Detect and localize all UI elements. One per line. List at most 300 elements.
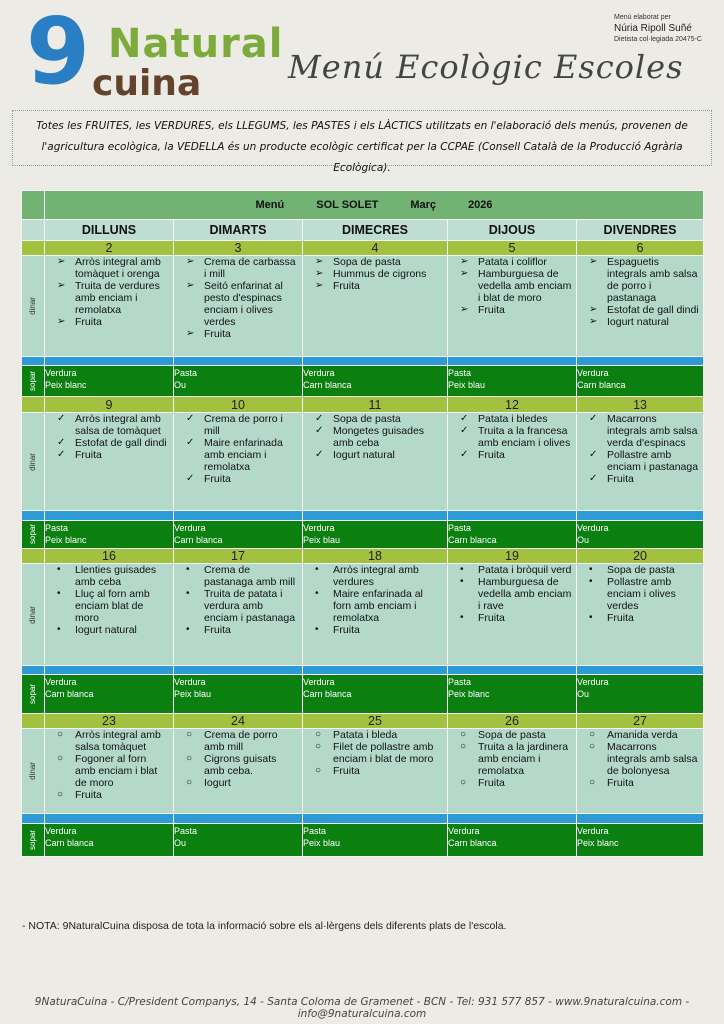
- dish-item: [307, 280, 443, 292]
- dish-item: [178, 777, 298, 789]
- dish-name: Sopa de pasta: [333, 256, 401, 269]
- dish-name: Arròs integral amb salsa de tomàquet: [75, 412, 161, 437]
- dish-item: [49, 449, 169, 461]
- bullet-icon: ○: [57, 789, 64, 801]
- bullet-icon: ➢: [315, 256, 324, 268]
- separator-cell: [22, 814, 45, 823]
- dish-item: [178, 729, 298, 753]
- dish-name: Fruita: [204, 624, 231, 637]
- dinar-row: [22, 256, 704, 357]
- bullet-icon: •: [589, 576, 593, 588]
- dish-name: Arròs integral amb verdures: [333, 564, 419, 589]
- logo-nine: 9: [26, 0, 91, 105]
- sopar-cell: [45, 520, 174, 548]
- bullet-icon: ➢: [57, 256, 66, 268]
- bullet-icon: ○: [460, 741, 467, 753]
- sopar-cell: [448, 823, 577, 856]
- day-number: 2: [45, 240, 174, 256]
- dish-item: [452, 268, 572, 304]
- dish-item: [49, 789, 169, 801]
- dish-name: Fruita: [607, 472, 634, 485]
- sopar-item: Peix blau: [174, 689, 212, 700]
- bullet-icon: ➢: [315, 280, 324, 292]
- dish-item: [49, 280, 169, 316]
- dish-item: [452, 564, 572, 576]
- sopar-item: Verdura: [448, 825, 480, 836]
- day-numbers-row: [22, 548, 704, 564]
- sopar-item: Ou: [577, 689, 590, 700]
- bullet-icon: ✓: [57, 448, 66, 460]
- separator-cell: [577, 511, 704, 520]
- sopar-item: Verdura: [577, 522, 609, 533]
- menu-year: 2026: [468, 199, 493, 212]
- dinar-cell: [174, 412, 303, 511]
- day-number: 23: [45, 713, 174, 729]
- bullet-icon: ➢: [460, 268, 469, 280]
- bullet-icon: •: [460, 564, 464, 576]
- separator-cell: [45, 666, 174, 675]
- menu-header: [45, 191, 704, 220]
- dish-name: Fruita: [333, 280, 360, 293]
- sopar-label: sopar: [28, 524, 37, 545]
- dish-item: [452, 425, 572, 449]
- dish-name: Iogurt natural: [607, 316, 669, 329]
- dish-item: [581, 304, 699, 316]
- bullet-icon: •: [57, 564, 61, 576]
- sopar-cell: [303, 366, 448, 397]
- sopar-cell: [303, 520, 448, 548]
- separator-cell: [22, 666, 45, 675]
- sopar-item: Verdura: [174, 677, 206, 688]
- bullet-icon: ➢: [460, 256, 469, 268]
- sopar-item: Verdura: [577, 677, 609, 688]
- bullet-icon: ✓: [315, 448, 324, 460]
- day-number: 10: [174, 397, 303, 413]
- bullet-icon: ✓: [589, 448, 598, 460]
- day-number: 18: [303, 548, 448, 564]
- dinar-row: [22, 412, 704, 511]
- bullet-icon: ○: [589, 741, 596, 753]
- sopar-label-cell: [22, 675, 45, 713]
- dinar-cell: [303, 256, 448, 357]
- bullet-icon: ✓: [186, 472, 195, 484]
- dish-name: Estofat de gall dindi: [75, 436, 167, 449]
- sopar-label-cell: [22, 366, 45, 397]
- dish-name: Arròs integral amb salsa tomàquet: [75, 729, 161, 754]
- sopar-item: Carn blanca: [174, 534, 223, 545]
- menu-month: Març: [410, 199, 437, 212]
- bullet-icon: ○: [186, 777, 193, 789]
- day-number: 13: [577, 397, 704, 413]
- dinar-cell: [45, 729, 174, 814]
- dish-item: [581, 612, 699, 624]
- sopar-item: Carn blanca: [303, 380, 352, 391]
- bullet-icon: ✓: [315, 424, 324, 436]
- dish-item: [452, 612, 572, 624]
- dish-name: Mongetes guisades amb ceba: [333, 424, 425, 449]
- dish-item: [581, 473, 699, 485]
- dish-item: [452, 449, 572, 461]
- day-number: 19: [448, 548, 577, 564]
- separator-cell: [45, 511, 174, 520]
- dish-item: [49, 564, 169, 588]
- dish-name: Pollastre amb enciam i olives verdes: [607, 576, 676, 613]
- dish-name: Fruita: [75, 316, 102, 329]
- sopar-item: Peix blanc: [45, 380, 87, 391]
- sopar-cell: [577, 366, 704, 397]
- separator-cell: [303, 356, 448, 365]
- sopar-cell: [174, 366, 303, 397]
- bullet-icon: ✓: [460, 412, 469, 424]
- dish-name: Truita de patata i verdura amb enciam i pastanaga: [204, 588, 296, 625]
- day-number: 17: [174, 548, 303, 564]
- bullet-icon: ○: [57, 753, 64, 765]
- dish-item: [49, 437, 169, 449]
- sopar-item: Carn blanca: [448, 534, 497, 545]
- dinar-cell: [45, 564, 174, 666]
- dish-list: [45, 413, 173, 461]
- day-dijous: DIJOUS: [448, 220, 577, 241]
- bullet-icon: ✓: [460, 424, 469, 436]
- dinar-cell: [577, 564, 704, 666]
- dish-name: Fruita: [333, 765, 360, 778]
- sopar-item: Peix blau: [303, 837, 341, 848]
- dish-name: Filet de pollastre amb enciam i blat de moro: [333, 741, 434, 766]
- dish-item: [178, 564, 298, 588]
- sopar-cell: [577, 823, 704, 856]
- sopar-item: Carn blanca: [45, 689, 94, 700]
- dish-name: Fruita: [75, 448, 102, 461]
- sopar-cell: [577, 520, 704, 548]
- bullet-icon: •: [186, 624, 190, 636]
- bullet-icon: ✓: [589, 412, 598, 424]
- sopar-row: [22, 675, 704, 713]
- separator-row: [22, 356, 704, 365]
- dish-name: Patata i coliflor: [478, 256, 547, 269]
- dish-item: [581, 729, 699, 741]
- bullet-icon: •: [57, 624, 61, 636]
- dish-item: [307, 564, 443, 588]
- bullet-icon: ➢: [589, 316, 598, 328]
- dinar-cell: [448, 412, 577, 511]
- separator-row: [22, 814, 704, 823]
- dish-name: Amanida verda: [607, 729, 678, 742]
- dish-item: [49, 316, 169, 328]
- day-dimecres: DIMECRES: [303, 220, 448, 241]
- sopar-item: Verdura: [303, 677, 335, 688]
- dish-list: [174, 256, 302, 340]
- bullet-icon: ○: [186, 753, 193, 765]
- sopar-item: Verdura: [577, 368, 609, 379]
- sopar-item: Carn blanca: [577, 380, 626, 391]
- dinar-cell: [577, 256, 704, 357]
- dish-name: Patata i bròquil verd: [478, 564, 572, 577]
- dinar-label: dinar: [28, 605, 37, 624]
- separator-cell: [174, 356, 303, 365]
- dish-name: Cigrons guisats amb ceba.: [204, 753, 277, 778]
- dish-item: [178, 588, 298, 624]
- sopar-item: Pasta: [448, 677, 472, 688]
- sopar-cell: [303, 675, 448, 713]
- dish-name: Fruita: [75, 789, 102, 802]
- dish-name: Arròs integral amb tomàquet i orenga: [75, 256, 161, 281]
- dish-list: [448, 413, 576, 461]
- separator-row: [22, 666, 704, 675]
- dish-list: [303, 256, 447, 292]
- bullet-icon: ➢: [57, 316, 66, 328]
- dish-item: [581, 741, 699, 777]
- sopar-cell: [577, 675, 704, 713]
- sopar-label: sopar: [28, 829, 37, 850]
- sopar-cell: [45, 675, 174, 713]
- dinar-cell: [577, 412, 704, 511]
- separator-cell: [303, 814, 448, 823]
- dish-name: Maire enfarinada al forn amb enciam i remolatxa: [333, 588, 423, 625]
- dish-list: [577, 729, 703, 789]
- dish-item: [49, 256, 169, 280]
- day-number: 25: [303, 713, 448, 729]
- dish-item: [307, 765, 443, 777]
- dish-name: Truita a la jardinera amb enciam i remolatxa: [478, 741, 569, 778]
- separator-cell: [577, 814, 704, 823]
- dish-list: [303, 729, 447, 777]
- sopar-item: Ou: [577, 534, 590, 545]
- days-corner: [22, 220, 45, 241]
- bullet-icon: ✓: [186, 436, 195, 448]
- dish-name: Fruita: [204, 472, 231, 485]
- dish-item: [581, 449, 699, 473]
- sopar-item: Peix blau: [448, 380, 486, 391]
- dish-name: Macarrons integrals amb salsa de bolonyesa: [607, 741, 698, 778]
- sopar-item: Ou: [174, 837, 187, 848]
- dish-name: Iogurt natural: [75, 624, 137, 637]
- sopar-item: Peix blanc: [45, 534, 87, 545]
- dish-item: [307, 729, 443, 741]
- dish-item: [307, 588, 443, 624]
- dinar-cell: [174, 564, 303, 666]
- dish-name: Truita a la francesa amb enciam i olives: [478, 424, 571, 449]
- dish-item: [178, 473, 298, 485]
- dinar-label-cell: [22, 564, 45, 666]
- logo-natural: Natural: [108, 21, 284, 67]
- menu-header-row: [22, 191, 704, 220]
- dish-item: [581, 576, 699, 612]
- days-row: [22, 220, 704, 241]
- dinar-row: [22, 564, 704, 666]
- bullet-icon: •: [460, 576, 464, 588]
- dish-item: [452, 413, 572, 425]
- bullet-icon: ✓: [57, 412, 66, 424]
- bullet-icon: ➢: [315, 268, 324, 280]
- dish-item: [452, 304, 572, 316]
- sopar-item: Carn blanca: [45, 837, 94, 848]
- footer-contact: 9NaturaCuina - C/President Companys, 14 - Santa Coloma de Gramenet - BCN - Tel: 931 577 857 - www.9naturalcuina.com - info@9naturalcuina.com: [34, 996, 690, 1020]
- bullet-icon: •: [589, 612, 593, 624]
- dish-item: [452, 777, 572, 789]
- separator-cell: [577, 356, 704, 365]
- dinar-label-cell: [22, 729, 45, 814]
- dish-name: Fruita: [607, 777, 634, 790]
- dish-item: [49, 753, 169, 789]
- bullet-icon: ➢: [460, 304, 469, 316]
- dish-item: [178, 624, 298, 636]
- dish-item: [49, 624, 169, 636]
- dish-item: [581, 413, 699, 449]
- dinar-label-cell: [22, 412, 45, 511]
- bullet-icon: ✓: [186, 412, 195, 424]
- separator-cell: [303, 666, 448, 675]
- separator-cell: [22, 511, 45, 520]
- sopar-item: Pasta: [448, 522, 472, 533]
- dinar-label: dinar: [28, 452, 37, 471]
- sopar-label-cell: [22, 823, 45, 856]
- bullet-icon: ○: [315, 765, 322, 777]
- day-number: 12: [448, 397, 577, 413]
- dinar-cell: [174, 729, 303, 814]
- dish-list: [45, 729, 173, 801]
- dinar-cell: [174, 256, 303, 357]
- separator-cell: [448, 666, 577, 675]
- day-number: 5: [448, 240, 577, 256]
- day-number: 16: [45, 548, 174, 564]
- bullet-icon: ○: [315, 729, 322, 741]
- dinar-cell: [303, 412, 448, 511]
- sopar-cell: [303, 823, 448, 856]
- dinar-label: dinar: [28, 297, 37, 316]
- bullet-icon: •: [186, 564, 190, 576]
- separator-cell: [174, 511, 303, 520]
- logo: [26, 0, 284, 108]
- dish-item: [49, 413, 169, 437]
- bullet-icon: ➢: [57, 280, 66, 292]
- dish-item: [307, 268, 443, 280]
- dish-item: [581, 564, 699, 576]
- dinar-cell: [45, 412, 174, 511]
- bullet-icon: •: [315, 588, 319, 600]
- dish-item: [178, 413, 298, 437]
- sopar-row: [22, 520, 704, 548]
- dish-item: [581, 777, 699, 789]
- separator-cell: [174, 814, 303, 823]
- dish-name: Estofat de gall dindi: [607, 304, 699, 317]
- day-number: 9: [45, 397, 174, 413]
- sopar-cell: [174, 520, 303, 548]
- day-numbers-row: [22, 240, 704, 256]
- dish-name: Crema de carbassa i mill: [204, 256, 296, 281]
- numbers-corner: [22, 240, 45, 256]
- dish-name: Sopa de pasta: [607, 564, 675, 577]
- menu-table: [21, 190, 704, 857]
- bullet-icon: •: [186, 588, 190, 600]
- bullet-icon: •: [589, 564, 593, 576]
- sopar-cell: [174, 675, 303, 713]
- dish-name: Sopa de pasta: [333, 412, 401, 425]
- sopar-item: Verdura: [45, 677, 77, 688]
- dish-item: [452, 256, 572, 268]
- dinar-row: [22, 729, 704, 814]
- dish-name: Truita de verdures amb enciam i remolatxa: [75, 280, 160, 317]
- dish-item: [49, 588, 169, 624]
- bullet-icon: ✓: [460, 448, 469, 460]
- dinar-cell: [577, 729, 704, 814]
- dish-name: Fruita: [478, 448, 505, 461]
- separator-cell: [303, 511, 448, 520]
- bullet-icon: ○: [57, 729, 64, 741]
- credit-line1: Menú elaborat per: [614, 14, 671, 21]
- sopar-cell: [45, 823, 174, 856]
- bullet-icon: •: [315, 564, 319, 576]
- bullet-icon: ○: [186, 729, 193, 741]
- sopar-item: Verdura: [577, 825, 609, 836]
- dish-list: [577, 564, 703, 624]
- day-number: 20: [577, 548, 704, 564]
- dish-list: [303, 564, 447, 636]
- dish-item: [307, 741, 443, 765]
- dish-item: [178, 280, 298, 328]
- dish-item: [178, 328, 298, 340]
- sopar-cell: [448, 366, 577, 397]
- bullet-icon: ○: [589, 777, 596, 789]
- day-number: 27: [577, 713, 704, 729]
- day-number: 4: [303, 240, 448, 256]
- dinar-cell: [303, 564, 448, 666]
- day-number: 11: [303, 397, 448, 413]
- dish-name: Fruita: [607, 612, 634, 625]
- dish-item: [307, 449, 443, 461]
- bullet-icon: ○: [589, 729, 596, 741]
- sopar-item: Verdura: [303, 522, 335, 533]
- dish-item: [307, 425, 443, 449]
- dish-name: Fruita: [204, 328, 231, 341]
- dish-item: [307, 413, 443, 425]
- dish-name: Iogurt natural: [333, 448, 395, 461]
- sopar-cell: [448, 675, 577, 713]
- dish-name: Espaguetis integrals amb salsa de porro i pastanaga: [607, 256, 698, 305]
- dish-name: Macarrons integrals amb salsa verda d'espinacs: [607, 412, 698, 449]
- sopar-item: Verdura: [45, 825, 77, 836]
- dish-list: [448, 256, 576, 316]
- sopar-item: Pasta: [45, 522, 69, 533]
- bullet-icon: ✓: [315, 412, 324, 424]
- dinar-label: dinar: [28, 762, 37, 781]
- dish-list: [45, 564, 173, 636]
- sopar-item: Verdura: [174, 522, 206, 533]
- dish-list: [174, 729, 302, 789]
- sopar-cell: [448, 520, 577, 548]
- sopar-row: [22, 366, 704, 397]
- dish-list: [448, 564, 576, 624]
- bullet-icon: ✓: [589, 472, 598, 484]
- dinar-cell: [448, 729, 577, 814]
- dish-item: [307, 256, 443, 268]
- dish-name: Pollastre amb enciam i pastanaga: [607, 448, 699, 473]
- sopar-label-cell: [22, 520, 45, 548]
- menu-body: [22, 191, 704, 857]
- dish-list: [174, 413, 302, 485]
- day-number: 24: [174, 713, 303, 729]
- sopar-item: Peix blau: [303, 534, 341, 545]
- dish-name: Lluç al forn amb enciam blat de moro: [75, 588, 150, 625]
- dish-name: Sopa de pasta: [478, 729, 546, 742]
- dish-name: Fruita: [478, 304, 505, 317]
- dinar-cell: [448, 564, 577, 666]
- dish-name: Crema de pastanaga amb mill: [204, 564, 296, 589]
- dish-name: Patata i bleda: [333, 729, 398, 742]
- day-divendres: DIVENDRES: [577, 220, 704, 241]
- separator-cell: [448, 356, 577, 365]
- dish-item: [178, 753, 298, 777]
- bullet-icon: ➢: [186, 328, 195, 340]
